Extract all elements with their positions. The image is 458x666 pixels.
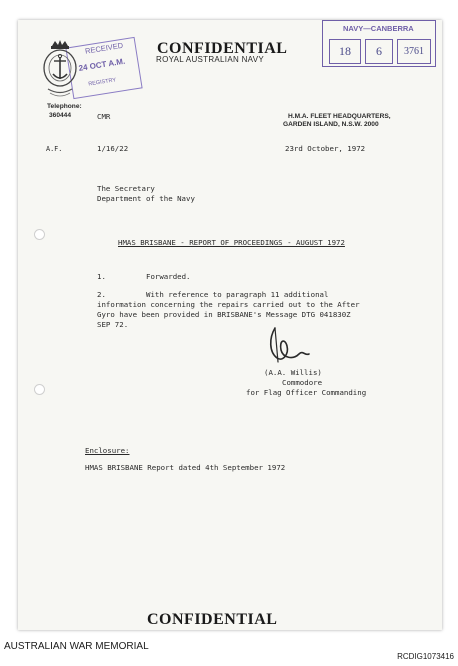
address-line-1: H.M.A. FLEET HEADQUARTERS, [288,113,391,120]
footer-record-id: RCDIG1073416 [397,652,454,661]
telephone-label: Telephone: [47,103,82,110]
file-number: 1/16/22 [97,144,129,153]
paragraph-2-line-4: SEP 72. [97,320,129,329]
file-stamp-field3: 3761 [397,39,431,64]
reference-initials: CMR [97,112,111,121]
navy-crest-emblem [40,40,80,102]
paragraph-2-line-3: Gyro have been provided in BRISBANE's Message DTG 041830Z [97,310,351,319]
receipt-stamp-line3: REGISTRY [87,77,117,88]
addressee-line-1: The Secretary [97,184,155,193]
signatory-rank: Commodore [282,378,323,387]
signatory-name: (A.A. Willis) [264,368,322,377]
letter-date: 23rd October, 1972 [285,144,366,153]
paragraph-1-number: 1. [97,272,106,281]
paragraph-2-number: 2. [97,290,106,299]
paragraph-1-text: Forwarded. [146,272,191,281]
addressee-line-2: Department of the Navy [97,194,195,203]
file-stamp-title: NAVY—CANBERRA [343,24,414,33]
paragraph-2-line-2: information concerning the repairs carried out to the After [97,300,360,309]
file-stamp-field1: 18 [329,39,361,64]
service-name: ROYAL AUSTRALIAN NAVY [156,55,264,64]
paragraph-2-line-1: With reference to paragraph 11 additional [146,290,329,299]
receipt-stamp-date: 24 OCT A.M. [78,56,126,73]
enclosure-text: HMAS BRISBANE Report dated 4th September 1972 [85,463,286,472]
signatory-role: for Flag Officer Commanding [246,388,367,397]
punch-hole [34,229,45,240]
enclosure-label: Enclosure: [85,446,130,455]
classification-bottom: CONFIDENTIAL [147,611,278,628]
letter-page [18,20,442,630]
letter-subject: HMAS BRISBANE - REPORT OF PROCEEDINGS - AUGUST 1972 [118,238,345,247]
file-prefix: A.F. [46,145,63,153]
punch-hole [34,384,45,395]
file-stamp-field2: 6 [365,39,393,64]
classification-top: CONFIDENTIAL [157,40,288,57]
handwritten-signature [265,324,311,366]
receipt-stamp-line1: RECEIVED [84,40,124,56]
telephone-number: 360444 [49,112,72,119]
address-line-2: GARDEN ISLAND, N.S.W. 2000 [283,121,379,128]
footer-institution: AUSTRALIAN WAR MEMORIAL [4,641,149,652]
file-number-stamp [322,20,436,67]
